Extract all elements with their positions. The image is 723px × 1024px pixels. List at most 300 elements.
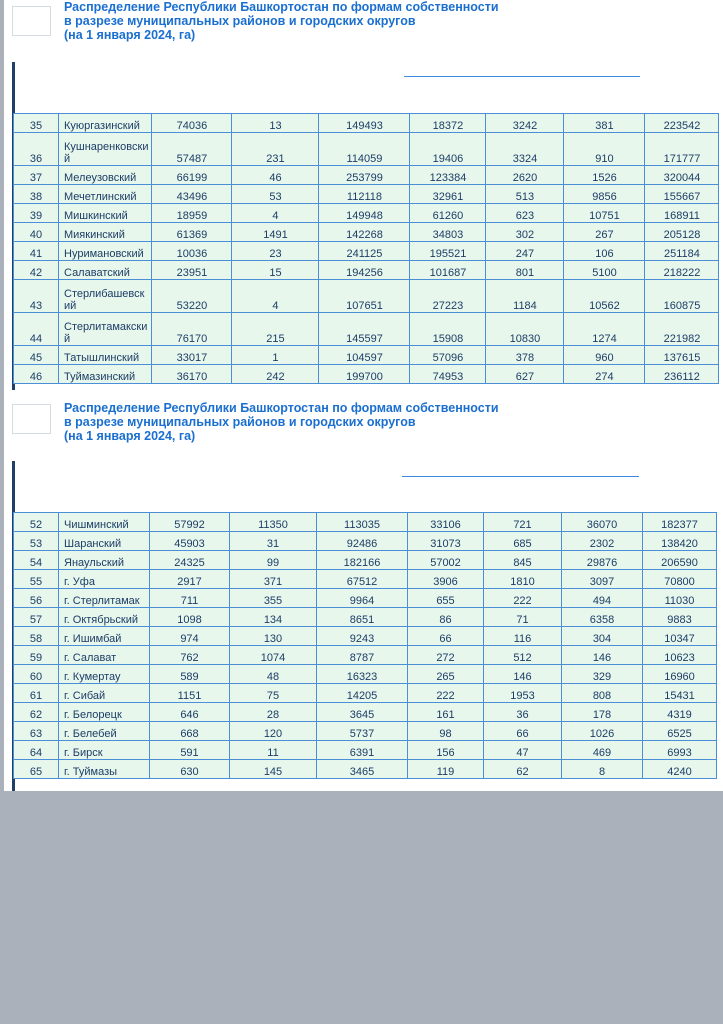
value-cell: 3465 (317, 760, 408, 779)
value-cell: 13 (232, 114, 319, 133)
row-number: 64 (14, 741, 59, 760)
value-cell: 494 (562, 589, 643, 608)
value-cell: 146 (562, 646, 643, 665)
value-cell: 155667 (645, 185, 719, 204)
value-cell: 142268 (319, 223, 410, 242)
row-number: 46 (14, 365, 59, 384)
value-cell: 14205 (317, 684, 408, 703)
row-number: 37 (14, 166, 59, 185)
value-cell: 71 (484, 608, 562, 627)
value-cell: 627 (486, 365, 564, 384)
district-name-line: Кушнаренковски (64, 141, 149, 153)
value-cell: 1026 (562, 722, 643, 741)
value-cell: 329 (562, 665, 643, 684)
header-underline (402, 476, 639, 477)
value-cell: 34803 (410, 223, 486, 242)
table-row (14, 608, 717, 627)
district-name-line: г. Бирск (64, 747, 103, 759)
value-cell: 66199 (152, 166, 232, 185)
value-cell: 469 (562, 741, 643, 760)
value-cell: 4 (232, 204, 319, 223)
value-cell: 48 (230, 665, 317, 684)
value-cell: 112118 (319, 185, 410, 204)
value-cell: 2917 (150, 570, 230, 589)
value-cell: 267 (564, 223, 645, 242)
value-cell: 99 (230, 551, 317, 570)
district-name-line: г. Белебей (64, 728, 117, 740)
value-cell: 10036 (152, 242, 232, 261)
row-number: 63 (14, 722, 59, 741)
value-cell: 3324 (486, 133, 564, 166)
value-cell: 36170 (152, 365, 232, 384)
value-cell: 1074 (230, 646, 317, 665)
value-cell: 6525 (643, 722, 717, 741)
value-cell: 247 (486, 242, 564, 261)
district-name (59, 741, 150, 760)
value-cell: 222 (408, 684, 484, 703)
value-cell: 107651 (319, 280, 410, 313)
value-cell: 513 (486, 185, 564, 204)
value-cell: 16323 (317, 665, 408, 684)
data-table (13, 113, 719, 384)
row-number: 42 (14, 261, 59, 280)
value-cell: 5100 (564, 261, 645, 280)
district-name (59, 608, 150, 627)
title-line: в разрезе муниципальных районов и городских округов (64, 415, 416, 429)
value-cell: 98 (408, 722, 484, 741)
value-cell: 101687 (410, 261, 486, 280)
value-cell: 23951 (152, 261, 232, 280)
value-cell: 241125 (319, 242, 410, 261)
row-number: 61 (14, 684, 59, 703)
header-underline (404, 76, 640, 77)
district-name-line: Татышлинский (64, 352, 140, 364)
table-row (14, 703, 717, 722)
value-cell: 762 (150, 646, 230, 665)
value-cell: 194256 (319, 261, 410, 280)
value-cell: 355 (230, 589, 317, 608)
row-number: 43 (14, 280, 59, 313)
value-cell: 53 (232, 185, 319, 204)
district-name (59, 346, 152, 365)
value-cell: 120 (230, 722, 317, 741)
value-cell: 6358 (562, 608, 643, 627)
value-cell: 721 (484, 513, 562, 532)
district-name-line: Стерлитамакски (64, 321, 148, 333)
value-cell: 10562 (564, 280, 645, 313)
table-row (14, 204, 719, 223)
district-name (59, 204, 152, 223)
district-name (59, 185, 152, 204)
value-cell: 53220 (152, 280, 232, 313)
table-row (14, 646, 717, 665)
value-cell: 6391 (317, 741, 408, 760)
value-cell: 221982 (645, 313, 719, 346)
value-cell: 119 (408, 760, 484, 779)
value-cell: 371 (230, 570, 317, 589)
value-cell: 265 (408, 665, 484, 684)
table-row (14, 589, 717, 608)
value-cell: 27223 (410, 280, 486, 313)
row-number: 65 (14, 760, 59, 779)
value-cell: 4319 (643, 703, 717, 722)
district-name (59, 513, 150, 532)
district-name-line: г. Белорецк (64, 709, 122, 721)
district-name-line: г. Ишимбай (64, 633, 122, 645)
section-title (64, 401, 499, 443)
district-name-line: Янаульский (64, 557, 125, 569)
value-cell: 28 (230, 703, 317, 722)
value-cell: 320044 (645, 166, 719, 185)
district-name-line: г. Туймазы (64, 766, 118, 778)
row-number: 55 (14, 570, 59, 589)
value-cell: 1526 (564, 166, 645, 185)
value-cell: 11350 (230, 513, 317, 532)
value-cell: 274 (564, 365, 645, 384)
value-cell: 381 (564, 114, 645, 133)
value-cell: 182377 (643, 513, 717, 532)
district-name (59, 114, 152, 133)
value-cell: 10751 (564, 204, 645, 223)
value-cell: 32961 (410, 185, 486, 204)
row-number: 45 (14, 346, 59, 365)
row-number: 52 (14, 513, 59, 532)
value-cell: 171777 (645, 133, 719, 166)
district-name-line: Туймазинский (64, 371, 136, 383)
value-cell: 646 (150, 703, 230, 722)
value-cell: 47 (484, 741, 562, 760)
district-name-line: Нуримановский (64, 248, 144, 260)
value-cell: 31 (230, 532, 317, 551)
row-number: 56 (14, 589, 59, 608)
value-cell: 178 (562, 703, 643, 722)
value-cell: 15908 (410, 313, 486, 346)
value-cell: 8 (562, 760, 643, 779)
value-cell: 3097 (562, 570, 643, 589)
value-cell: 46 (232, 166, 319, 185)
table-row (14, 513, 717, 532)
value-cell: 1 (232, 346, 319, 365)
value-cell: 960 (564, 346, 645, 365)
value-cell: 116 (484, 627, 562, 646)
title-line: в разрезе муниципальных районов и городских округов (64, 14, 416, 28)
value-cell: 231 (232, 133, 319, 166)
value-cell: 145597 (319, 313, 410, 346)
value-cell: 9964 (317, 589, 408, 608)
value-cell: 1953 (484, 684, 562, 703)
value-cell: 5737 (317, 722, 408, 741)
value-cell: 215 (232, 313, 319, 346)
value-cell: 1810 (484, 570, 562, 589)
table-row (14, 365, 719, 384)
row-number: 41 (14, 242, 59, 261)
value-cell: 223542 (645, 114, 719, 133)
title-line: Распределение Республики Башкортостан по формам собственности (64, 0, 499, 14)
district-name-line: г. Сибай (64, 690, 106, 702)
district-name-line: Мечетлинский (64, 191, 137, 203)
value-cell: 10623 (643, 646, 717, 665)
row-number: 54 (14, 551, 59, 570)
value-cell: 31073 (408, 532, 484, 551)
district-name-line: Миякинский (64, 229, 125, 241)
district-name (59, 722, 150, 741)
row-number: 35 (14, 114, 59, 133)
district-name (59, 365, 152, 384)
table-row (14, 684, 717, 703)
value-cell: 15431 (643, 684, 717, 703)
value-cell: 668 (150, 722, 230, 741)
value-cell: 61260 (410, 204, 486, 223)
district-name-line: г. Стерлитамак (64, 595, 140, 607)
row-number: 44 (14, 313, 59, 346)
district-name (59, 133, 152, 166)
value-cell: 3906 (408, 570, 484, 589)
district-name (59, 646, 150, 665)
row-number: 58 (14, 627, 59, 646)
value-cell: 36070 (562, 513, 643, 532)
value-cell: 589 (150, 665, 230, 684)
district-name (59, 551, 150, 570)
value-cell: 304 (562, 627, 643, 646)
table-row (14, 185, 719, 204)
value-cell: 15 (232, 261, 319, 280)
title-box (12, 6, 51, 36)
table-row (14, 665, 717, 684)
district-name-line: Чишминский (64, 519, 129, 531)
value-cell: 655 (408, 589, 484, 608)
value-cell: 182166 (317, 551, 408, 570)
document-page (4, 0, 723, 791)
table-row (14, 532, 717, 551)
value-cell: 1491 (232, 223, 319, 242)
row-number: 53 (14, 532, 59, 551)
value-cell: 29876 (562, 551, 643, 570)
value-cell: 66 (484, 722, 562, 741)
table-row (14, 551, 717, 570)
value-cell: 74953 (410, 365, 486, 384)
table-row (14, 722, 717, 741)
value-cell: 9243 (317, 627, 408, 646)
value-cell: 251184 (645, 242, 719, 261)
value-cell: 222 (484, 589, 562, 608)
table-row (14, 570, 717, 589)
value-cell: 45903 (150, 532, 230, 551)
value-cell: 16960 (643, 665, 717, 684)
value-cell: 92486 (317, 532, 408, 551)
value-cell: 1274 (564, 313, 645, 346)
value-cell: 4240 (643, 760, 717, 779)
value-cell: 9883 (643, 608, 717, 627)
district-name (59, 665, 150, 684)
table-row (14, 242, 719, 261)
value-cell: 711 (150, 589, 230, 608)
value-cell: 57992 (150, 513, 230, 532)
value-cell: 70800 (643, 570, 717, 589)
value-cell: 9856 (564, 185, 645, 204)
value-cell: 160875 (645, 280, 719, 313)
district-name (59, 760, 150, 779)
value-cell: 11 (230, 741, 317, 760)
table-row (14, 346, 719, 365)
district-name (59, 703, 150, 722)
title-box (12, 404, 51, 434)
table-row (14, 166, 719, 185)
value-cell: 106 (564, 242, 645, 261)
value-cell: 161 (408, 703, 484, 722)
section-title (64, 0, 499, 42)
value-cell: 33106 (408, 513, 484, 532)
value-cell: 33017 (152, 346, 232, 365)
value-cell: 86 (408, 608, 484, 627)
district-name (59, 589, 150, 608)
row-number: 59 (14, 646, 59, 665)
district-name (59, 223, 152, 242)
value-cell: 2620 (486, 166, 564, 185)
value-cell: 61369 (152, 223, 232, 242)
row-number: 57 (14, 608, 59, 627)
district-name (59, 280, 152, 313)
value-cell: 146 (484, 665, 562, 684)
title-line: (на 1 января 2024, га) (64, 429, 196, 443)
title-line: Распределение Республики Башкортостан по формам собственности (64, 401, 499, 415)
value-cell: 801 (486, 261, 564, 280)
row-number: 39 (14, 204, 59, 223)
value-cell: 1151 (150, 684, 230, 703)
value-cell: 845 (484, 551, 562, 570)
value-cell: 910 (564, 133, 645, 166)
value-cell: 104597 (319, 346, 410, 365)
district-name-line: г. Уфа (64, 576, 95, 588)
row-number: 62 (14, 703, 59, 722)
district-name-line: Шаранский (64, 538, 122, 550)
value-cell: 3645 (317, 703, 408, 722)
value-cell: 57487 (152, 133, 232, 166)
value-cell: 23 (232, 242, 319, 261)
value-cell: 974 (150, 627, 230, 646)
value-cell: 218222 (645, 261, 719, 280)
district-name (59, 570, 150, 589)
value-cell: 591 (150, 741, 230, 760)
district-name-line: г. Салават (64, 652, 117, 664)
district-name-line: Мелеузовский (64, 172, 137, 184)
value-cell: 130 (230, 627, 317, 646)
value-cell: 236112 (645, 365, 719, 384)
district-name-line: Куюргазинский (64, 120, 140, 132)
row-number: 38 (14, 185, 59, 204)
table-row (14, 261, 719, 280)
value-cell: 253799 (319, 166, 410, 185)
value-cell: 134 (230, 608, 317, 627)
value-cell: 512 (484, 646, 562, 665)
table-row (14, 114, 719, 133)
value-cell: 272 (408, 646, 484, 665)
value-cell: 242 (232, 365, 319, 384)
value-cell: 808 (562, 684, 643, 703)
value-cell: 6993 (643, 741, 717, 760)
value-cell: 8651 (317, 608, 408, 627)
value-cell: 8787 (317, 646, 408, 665)
value-cell: 4 (232, 280, 319, 313)
value-cell: 205128 (645, 223, 719, 242)
value-cell: 206590 (643, 551, 717, 570)
value-cell: 168911 (645, 204, 719, 223)
district-name (59, 627, 150, 646)
table-row (14, 280, 719, 313)
value-cell: 156 (408, 741, 484, 760)
value-cell: 149493 (319, 114, 410, 133)
value-cell: 137615 (645, 346, 719, 365)
value-cell: 10347 (643, 627, 717, 646)
table-row (14, 760, 717, 779)
district-name-line: й (64, 153, 71, 165)
value-cell: 1098 (150, 608, 230, 627)
row-number: 40 (14, 223, 59, 242)
district-name (59, 261, 152, 280)
value-cell: 630 (150, 760, 230, 779)
value-cell: 113035 (317, 513, 408, 532)
value-cell: 149948 (319, 204, 410, 223)
value-cell: 138420 (643, 532, 717, 551)
district-name (59, 684, 150, 703)
district-name (59, 166, 152, 185)
value-cell: 199700 (319, 365, 410, 384)
value-cell: 62 (484, 760, 562, 779)
row-number: 60 (14, 665, 59, 684)
table-row (14, 313, 719, 346)
value-cell: 11030 (643, 589, 717, 608)
value-cell: 302 (486, 223, 564, 242)
value-cell: 19406 (410, 133, 486, 166)
district-name (59, 242, 152, 261)
value-cell: 74036 (152, 114, 232, 133)
value-cell: 2302 (562, 532, 643, 551)
data-table (13, 512, 717, 779)
value-cell: 3242 (486, 114, 564, 133)
district-name-line: й (64, 333, 71, 345)
value-cell: 75 (230, 684, 317, 703)
value-cell: 57002 (408, 551, 484, 570)
table-row (14, 133, 719, 166)
table-row (14, 741, 717, 760)
value-cell: 18959 (152, 204, 232, 223)
value-cell: 195521 (410, 242, 486, 261)
value-cell: 378 (486, 346, 564, 365)
value-cell: 66 (408, 627, 484, 646)
value-cell: 18372 (410, 114, 486, 133)
district-name (59, 532, 150, 551)
district-name-line: ий (64, 300, 77, 312)
table-row (14, 627, 717, 646)
value-cell: 76170 (152, 313, 232, 346)
value-cell: 24325 (150, 551, 230, 570)
district-name-line: г. Октябрьский (64, 614, 139, 626)
value-cell: 10830 (486, 313, 564, 346)
district-name-line: г. Кумертау (64, 671, 121, 683)
value-cell: 623 (486, 204, 564, 223)
district-name (59, 313, 152, 346)
value-cell: 114059 (319, 133, 410, 166)
district-name-line: Мишкинский (64, 210, 128, 222)
row-number: 36 (14, 133, 59, 166)
value-cell: 57096 (410, 346, 486, 365)
value-cell: 123384 (410, 166, 486, 185)
value-cell: 67512 (317, 570, 408, 589)
value-cell: 43496 (152, 185, 232, 204)
value-cell: 685 (484, 532, 562, 551)
value-cell: 145 (230, 760, 317, 779)
title-line: (на 1 января 2024, га) (64, 28, 196, 42)
value-cell: 1184 (486, 280, 564, 313)
